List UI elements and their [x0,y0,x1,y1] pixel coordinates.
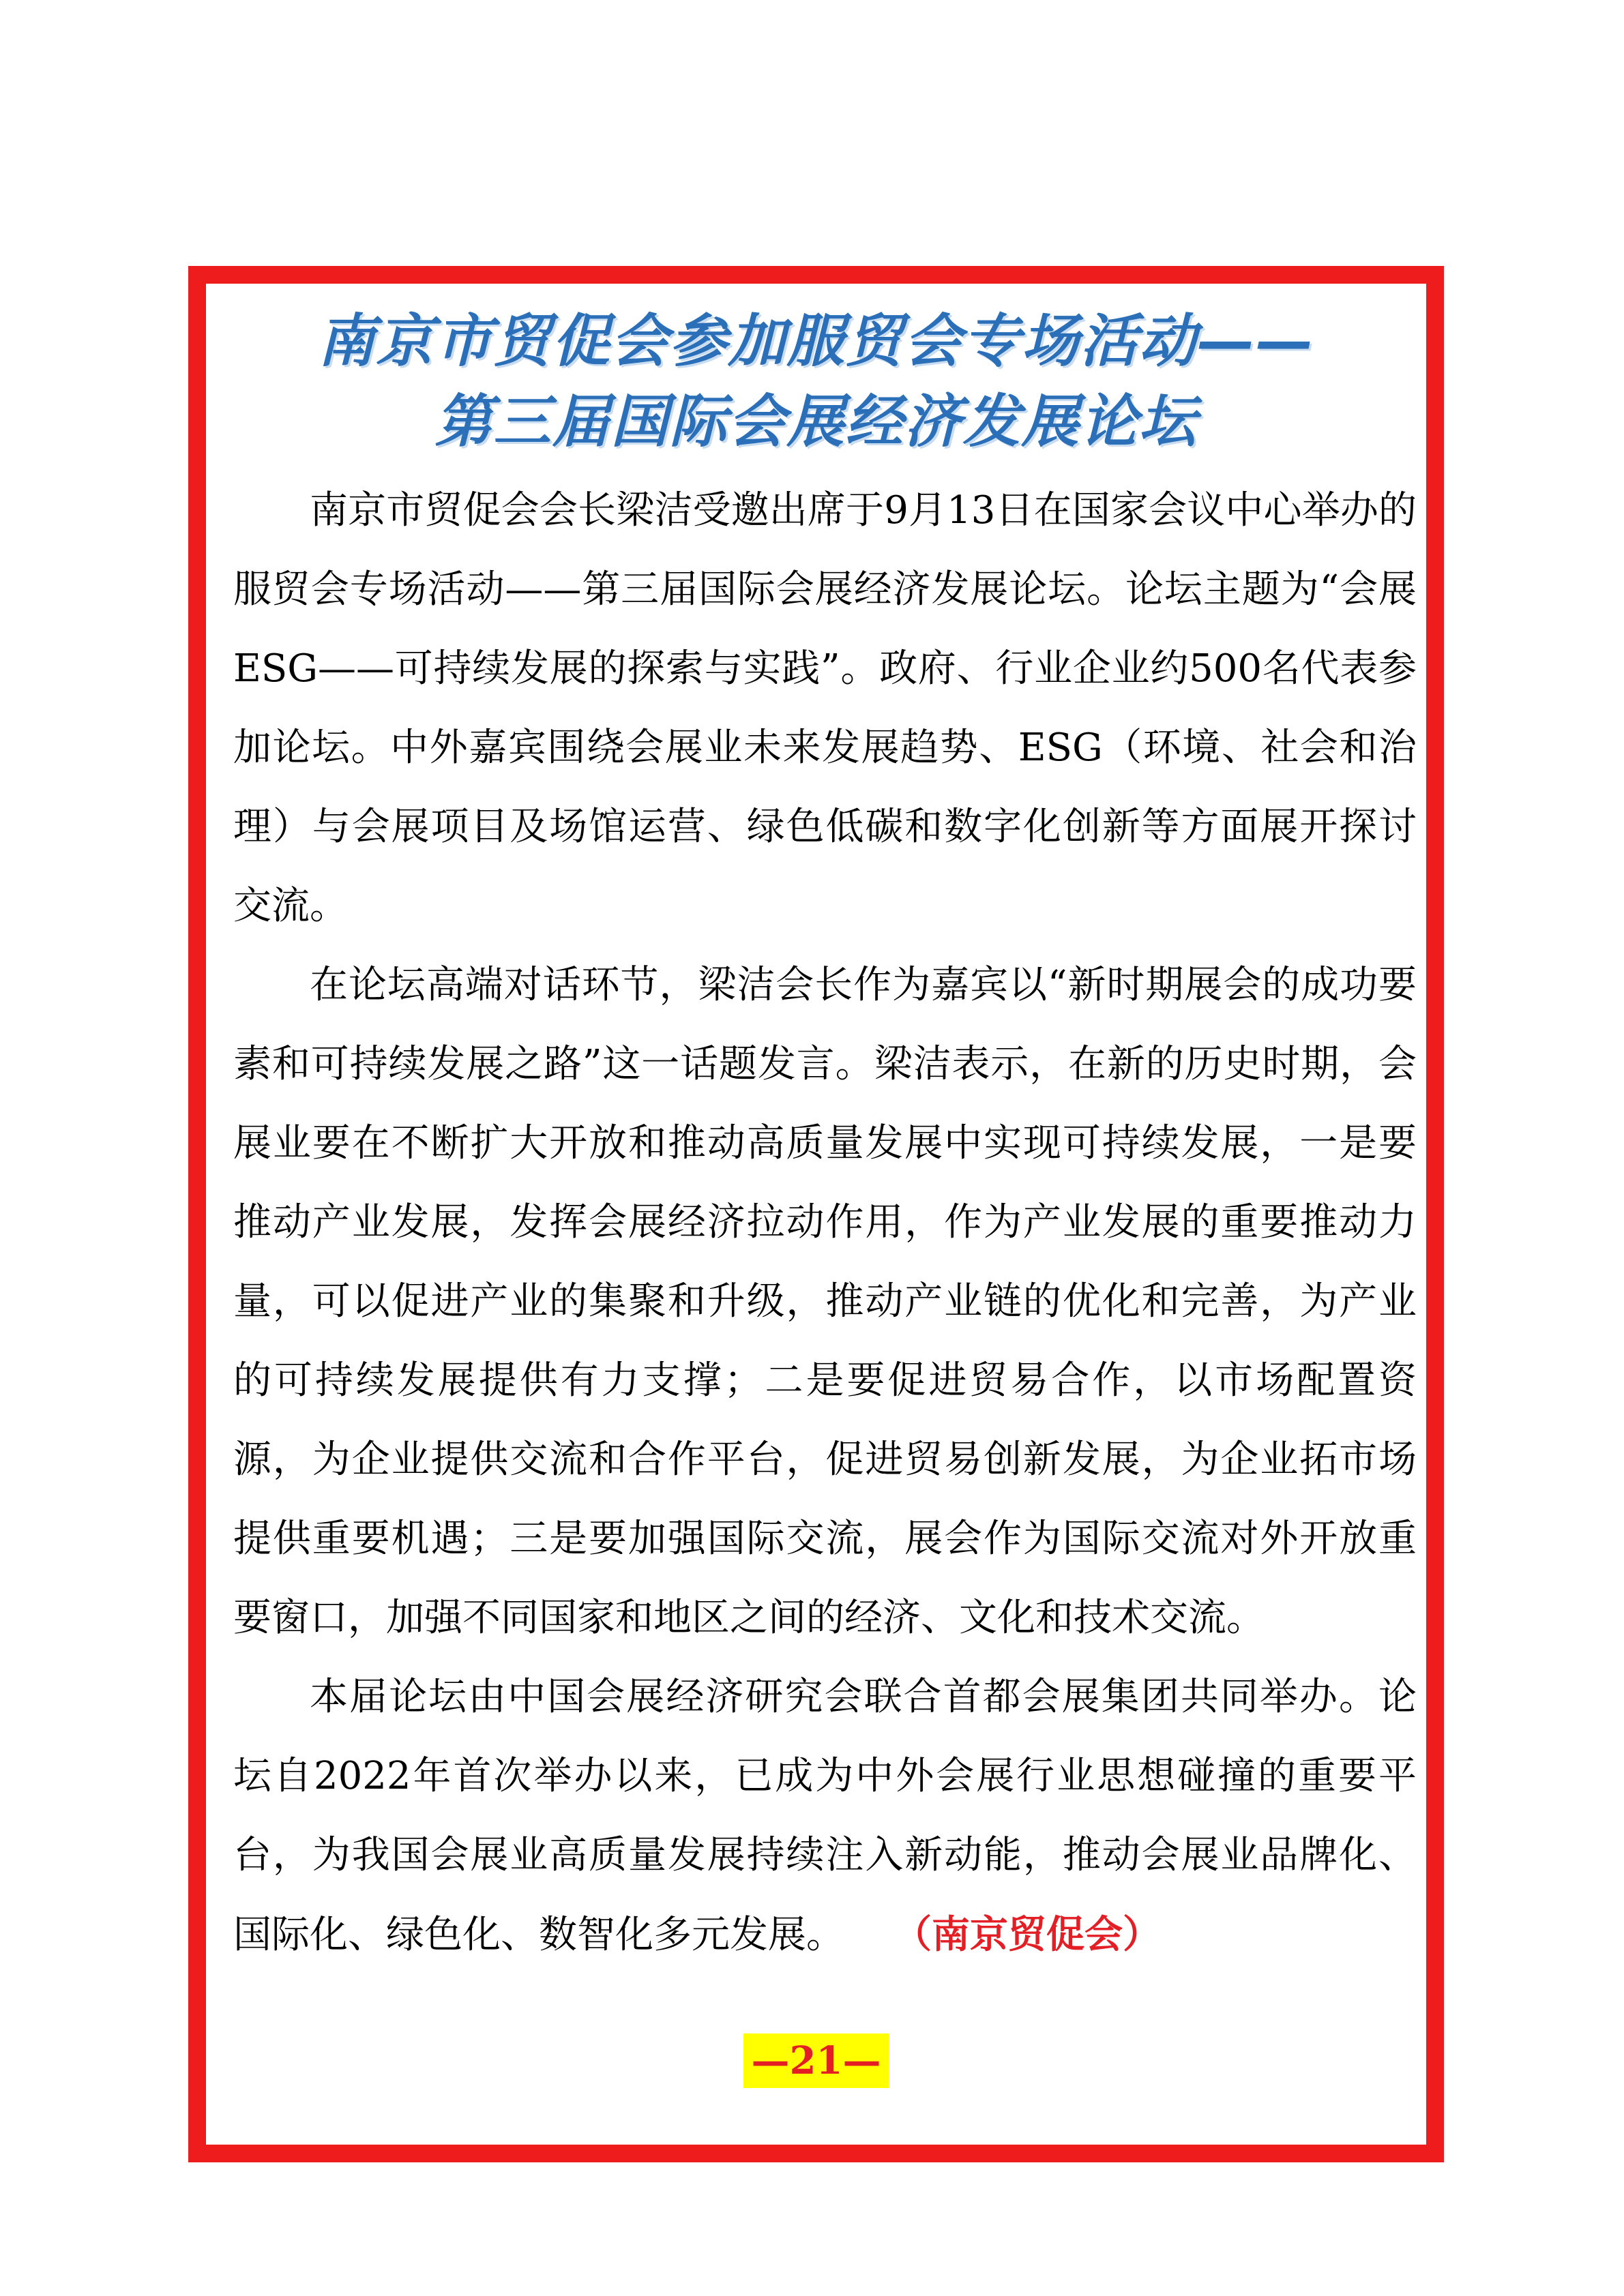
article-title-line-2: 第三届国际会展经济发展论坛 [434,388,1198,455]
article-title-line-1: 南京市贸促会参加服贸会专场活动—— [317,308,1315,374]
page-number: —21— [743,2033,889,2088]
paragraph-2: 在论坛高端对话环节，梁洁会长作为嘉宾以“新时期展会的成功要素和可持续发展之路”这一话题发言。梁洁表示，在新的历史时期，会展业要在不断扩大开放和推动高质量发展中实现可持续发展，一是要推动产业发展，发挥会展经济拉动作用，作为产业发展的重要推动力量，可以促进产业的集聚和升级，推动产业链的优化和完善，为产业的可持续发展提供有力支撑；二是要促进贸易合作，以市场配置资源，为企业提供交流和合作平台，促进贸易创新发展，为企业拓市场提供重要机遇；三是要加强国际交流，展会作为国际交流对外开放重要窗口，加强不同国家和地区之间的经济、文化和技术交流。 [233,963,1417,1640]
paragraph-3-text: 本届论坛由中国会展经济研究会联合首都会展集团共同举办。论坛自2022年首次举办以来，已成为中外会展行业思想碰撞的重要平台，为我国会展业高质量发展持续注入新动能，推动会展业品牌化、国际化、绿色化、数智化多元发展。 [233,1675,1417,1957]
article-body [233,471,1417,1975]
article-frame [188,266,1444,2162]
paragraph-3 [233,1658,1417,1975]
paragraph-1: 南京市贸促会会长梁洁受邀出席于9月13日在国家会议中心举办的服贸会专场活动——第三届国际会展经济发展论坛。论坛主题为“会展ESG——可持续发展的探索与实践”。政府、行业企业约500名代表参加论坛。中外嘉宾围绕会展业未来发展趋势、ESG（环境、社会和治理）与会展项目及场馆运营、绿色低碳和数字化创新等方面展开探讨交流。 [233,488,1417,928]
source-attribution: （南京贸促会） [913,1912,1161,1957]
